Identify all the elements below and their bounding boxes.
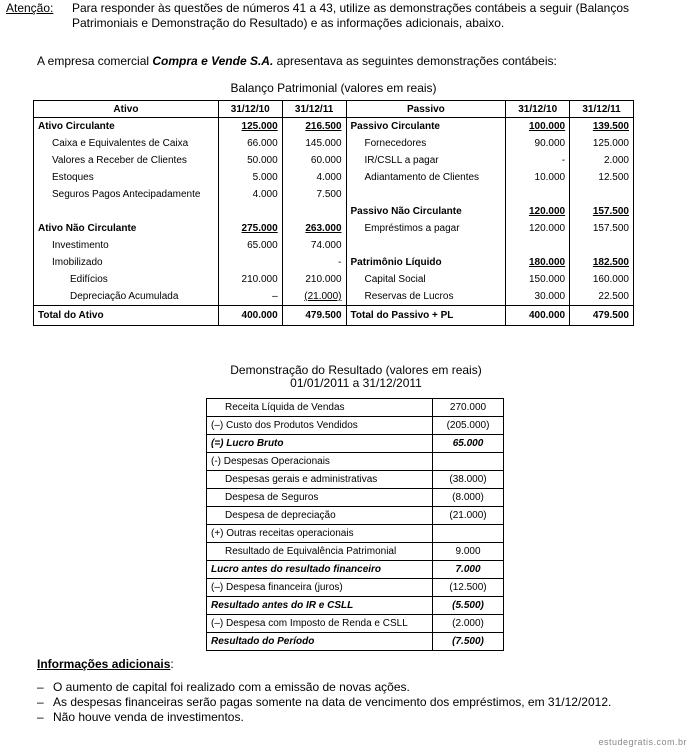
balanco-header-cell: 31/12/11 [282,101,346,118]
dre-label: (+) Outras receitas operacionais [207,525,433,543]
balanco-row [34,288,634,306]
balanco-cell-value: 100.000 [528,121,566,132]
balanco-cell [570,254,634,271]
dre-row [207,525,504,543]
balanco-row [34,186,634,203]
balanco-row [34,135,634,152]
atencao-label: Atenção: [6,1,54,15]
balanco-row [34,237,634,254]
balanco-total-row [34,306,634,326]
dre-label: Resultado antes do IR e CSLL [207,597,433,615]
balanco-cell [570,237,634,254]
dre-value [433,453,504,471]
balanco-cell: Fornecedores [346,135,506,152]
balanco-cell [506,203,570,220]
info-item-text: As despesas financeiras serão pagas somente na data de vencimento dos empréstimos, em 31/12/2012. [53,695,612,709]
balanco-cell: - [506,152,570,169]
balanco-cell-value: (21.000) [304,291,342,302]
balanco-cell [506,186,570,203]
dre-value: 7.000 [433,561,504,579]
balanco-cell-value: 275.000 [241,223,278,234]
balanco-cell-value: 157.500 [592,206,629,217]
balanco-cell [282,118,346,136]
balanco-cell: IR/CSLL a pagar [346,152,506,169]
dre-row [207,453,504,471]
info-item-dash: – [37,695,44,709]
balanco-cell: Ativo Não Circulante [34,220,219,237]
balanco-cell: 4.000 [282,169,346,186]
dre-row [207,579,504,597]
balanco-cell: Adiantamento de Clientes [346,169,506,186]
balanco-cell [282,288,346,306]
balanco-header-cell: 31/12/10 [218,101,282,118]
dre-row [207,561,504,579]
balanco-row [34,271,634,288]
dre-value: 9.000 [433,543,504,561]
balanco-cell: Valores a Receber de Clientes [34,152,219,169]
dre-title-line1: Demonstração do Resultado (valores em reais) [230,363,482,377]
balanco-cell: 160.000 [570,271,634,288]
dre-row [207,417,504,435]
balanco-cell: Seguros Pagos Antecipadamente [34,186,219,203]
balanco-cell: Patrimônio Líquido [346,254,506,271]
balanco-cell [506,118,570,136]
company-name: Compra e Vende S.A. [152,54,274,68]
balanco-cell: Empréstimos a pagar [346,220,506,237]
watermark: estudegratis.com.br [598,737,687,747]
info-item-text: O aumento de capital foi realizado com a emissão de novas ações. [53,680,410,694]
dre-title-line2: 01/01/2011 a 31/12/2011 [290,376,422,390]
dre-value: (205.000) [433,417,504,435]
balanco-cell: Capital Social [346,271,506,288]
dre-label: (–) Custo dos Produtos Vendidos [207,417,433,435]
balanco-total-cell: 479.500 [570,306,634,326]
balanco-cell: Edifícios [34,271,219,288]
dre-label: Despesas gerais e administrativas [207,471,433,489]
balanco-cell: 145.000 [282,135,346,152]
dre-row [207,543,504,561]
dre-value [433,525,504,543]
balanco-cell [282,220,346,237]
dre-row [207,399,504,417]
balanco-cell-value: 120.000 [528,206,566,217]
balanco-cell [34,203,219,220]
balanco-cell [218,220,282,237]
balanco-cell: Estoques [34,169,219,186]
dre-row [207,489,504,507]
balanco-cell: 210.000 [218,271,282,288]
dre-value: (21.000) [433,507,504,525]
balanco-cell [282,203,346,220]
company-intro [37,54,557,68]
dre-label: Resultado de Equivalência Patrimonial [207,543,433,561]
info-item-dash: – [37,710,44,724]
balanco-cell: Passivo Não Circulante [346,203,506,220]
balanco-cell [346,186,506,203]
balanco-cell-value: 125.000 [241,121,278,132]
dre-table [206,398,504,651]
dre-title [206,364,506,390]
balanco-table [33,100,634,326]
dre-row [207,633,504,651]
balanco-row [34,118,634,136]
balanco-cell: 2.000 [570,152,634,169]
balanco-cell [346,237,506,254]
balanco-header-cell: Passivo [346,101,506,118]
balanco-row [34,220,634,237]
balanco-cell-value: 182.500 [592,257,629,268]
balanco-cell [506,237,570,254]
info-item [37,695,611,710]
dre-value: (12.500) [433,579,504,597]
balanco-cell: 60.000 [282,152,346,169]
dre-label: Despesa de Seguros [207,489,433,507]
balanco-cell: 74.000 [282,237,346,254]
balanco-cell: 7.500 [282,186,346,203]
balanco-cell-value: 139.500 [592,121,629,132]
info-item [37,680,611,695]
balanco-cell: 12.500 [570,169,634,186]
balanco-row [34,152,634,169]
balanco-total-cell: 400.000 [218,306,282,326]
company-suffix: apresentava as seguintes demonstrações contábeis: [273,54,557,68]
dre-value: 65.000 [433,435,504,453]
dre-label: Receita Líquida de Vendas [207,399,433,417]
balanco-cell: 5.000 [218,169,282,186]
balanco-cell [218,203,282,220]
balanco-cell [218,254,282,271]
dre-row [207,615,504,633]
dre-value: (7.500) [433,633,504,651]
balanco-header-cell: Ativo [34,101,219,118]
dre-label: (-) Despesas Operacionais [207,453,433,471]
info-title [37,657,174,671]
balanco-cell: 90.000 [506,135,570,152]
balanco-cell [506,254,570,271]
dre-label: Despesa de depreciação [207,507,433,525]
company-prefix: A empresa comercial [37,54,153,68]
dre-label: Resultado do Período [207,633,433,651]
balanco-cell [570,203,634,220]
dre-value: 270.000 [433,399,504,417]
balanco-row [34,169,634,186]
info-list [37,680,611,725]
dre-label: (–) Despesa com Imposto de Renda e CSLL [207,615,433,633]
balanco-cell: 65.000 [218,237,282,254]
balanco-cell: Passivo Circulante [346,118,506,136]
dre-row [207,597,504,615]
balanco-cell: Investimento [34,237,219,254]
balanco-cell: Reservas de Lucros [346,288,506,306]
balanco-cell: 66.000 [218,135,282,152]
balanco-cell-value: 263.000 [305,223,342,234]
balanco-cell-value: 216.500 [305,121,342,132]
balanco-cell: 120.000 [506,220,570,237]
info-title-text: Informações adicionais [37,657,171,671]
dre-row [207,507,504,525]
balanco-cell: Ativo Circulante [34,118,219,136]
dre-row [207,471,504,489]
balanco-cell: 150.000 [506,271,570,288]
info-item-text: Não houve venda de investimentos. [53,710,244,724]
balanco-cell: 210.000 [282,271,346,288]
balanco-cell: 30.000 [506,288,570,306]
dre-row [207,435,504,453]
balanco-cell: 50.000 [218,152,282,169]
info-title-colon: : [170,657,174,671]
balanco-cell [570,186,634,203]
balanco-cell-value: 180.000 [528,257,566,268]
info-item [37,710,611,725]
dre-label: Lucro antes do resultado financeiro [207,561,433,579]
balanco-cell: - [282,254,346,271]
balanco-header-cell: 31/12/11 [570,101,634,118]
balanco-cell: 125.000 [570,135,634,152]
balanco-total-cell: 479.500 [282,306,346,326]
balanco-row [34,203,634,220]
balanco-cell: 157.500 [570,220,634,237]
dre-value: (38.000) [433,471,504,489]
balanco-cell: Depreciação Acumulada [34,288,219,306]
balanco-title: Balanço Patrimonial (valores em reais) [230,81,437,95]
dre-value: (5.500) [433,597,504,615]
dre-value: (2.000) [433,615,504,633]
dre-label: (–) Despesa financeira (juros) [207,579,433,597]
balanco-cell: 10.000 [506,169,570,186]
balanco-header-row [34,101,634,118]
balanco-cell [218,118,282,136]
balanco-total-cell: 400.000 [506,306,570,326]
balanco-cell: 4.000 [218,186,282,203]
balanco-cell: 22.500 [570,288,634,306]
dre-label: (=) Lucro Bruto [207,435,433,453]
balanco-cell: Imobilizado [34,254,219,271]
balanco-cell: – [218,288,282,306]
balanco-header-cell: 31/12/10 [506,101,570,118]
balanco-total-cell: Total do Passivo + PL [346,306,506,326]
balanco-total-cell: Total do Ativo [34,306,219,326]
balanco-cell: Caixa e Equivalentes de Caixa [34,135,219,152]
balanco-cell [570,118,634,136]
dre-value: (8.000) [433,489,504,507]
atencao-text: Para responder às questões de números 41 a 43, utilize as demonstrações contábeis a seguir (Balanços Patrimoniais e Demonstração do Resultado) e as informações adicionais, abaixo. [72,1,629,30]
balanco-row [34,254,634,271]
info-item-dash: – [37,680,44,694]
